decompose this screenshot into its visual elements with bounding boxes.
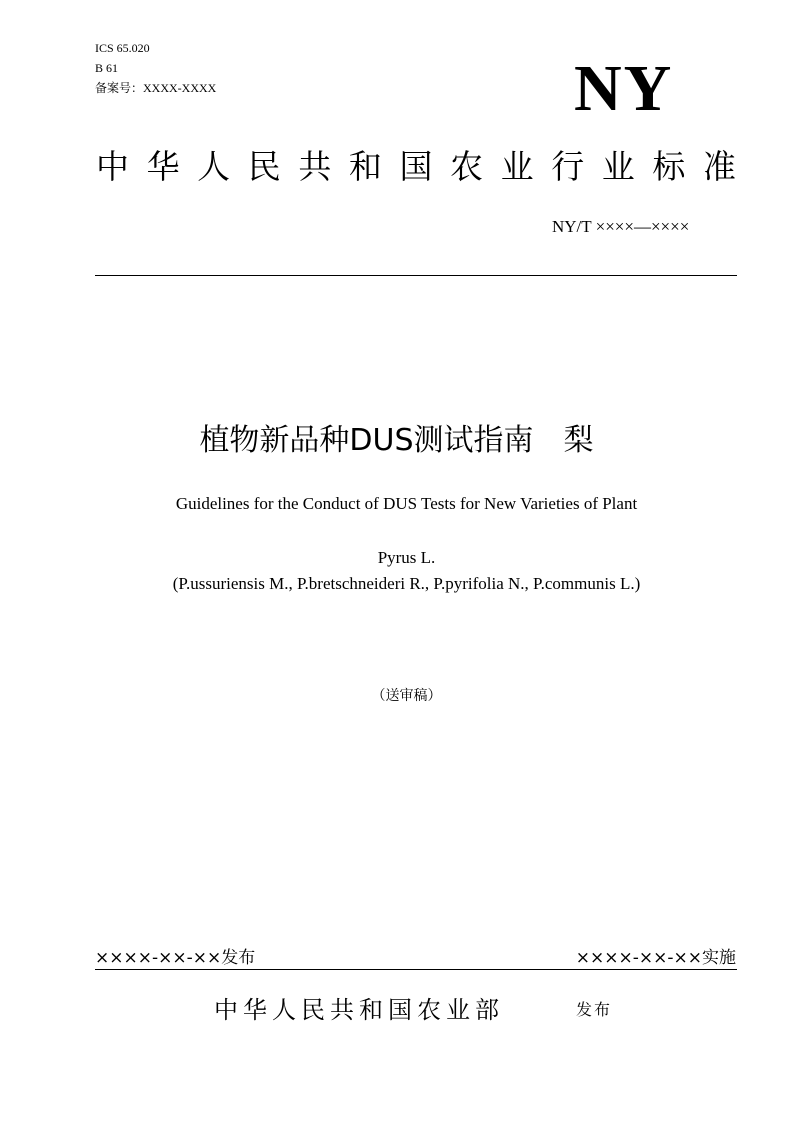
- title-char: 和: [348, 147, 382, 186]
- title-char: 行: [551, 147, 585, 186]
- title-char: 国: [399, 147, 433, 186]
- classification-code: B 61: [95, 61, 119, 75]
- title-char: 共: [298, 147, 332, 186]
- ics-code: ICS 65.020: [95, 41, 150, 55]
- issue-date: ××××-××-××发布: [95, 948, 256, 968]
- title-char: 中: [96, 147, 129, 186]
- document-title-zh: 植物新品种DUS测试指南 梨: [199, 423, 594, 458]
- ny-logo: NY: [574, 52, 674, 125]
- title-char: 农: [450, 147, 484, 186]
- title-char: 华: [146, 147, 180, 186]
- implementation-date: ××××-××-××实施: [575, 948, 736, 968]
- standard-category-title: [96, 142, 736, 192]
- latin-name: Pyrus L.: [377, 548, 436, 567]
- title-char: 民: [247, 147, 281, 186]
- record-number: 备案号：XXXX-XXXX: [95, 81, 217, 95]
- issued-label: 发布: [576, 1000, 613, 1019]
- issuing-authority: 中华人民共和国农业部: [214, 996, 504, 1024]
- draft-label: （送审稿）: [371, 688, 442, 704]
- species-list: (P.ussuriensis M., P.bretschneideri R., P.pyrifolia N., P.communis L.): [172, 574, 641, 593]
- footer-divider: [95, 969, 737, 970]
- title-char: 人: [197, 147, 231, 186]
- document-title-en: Guidelines for the Conduct of DUS Tests for New Varieties of Plant: [175, 494, 638, 513]
- title-char: 业: [601, 147, 635, 186]
- title-char: 准: [702, 147, 736, 186]
- header-divider: [95, 275, 737, 276]
- title-char: 标: [652, 147, 686, 186]
- standard-number: NY/T ××××—××××: [552, 217, 690, 236]
- title-char: 业: [500, 147, 534, 186]
